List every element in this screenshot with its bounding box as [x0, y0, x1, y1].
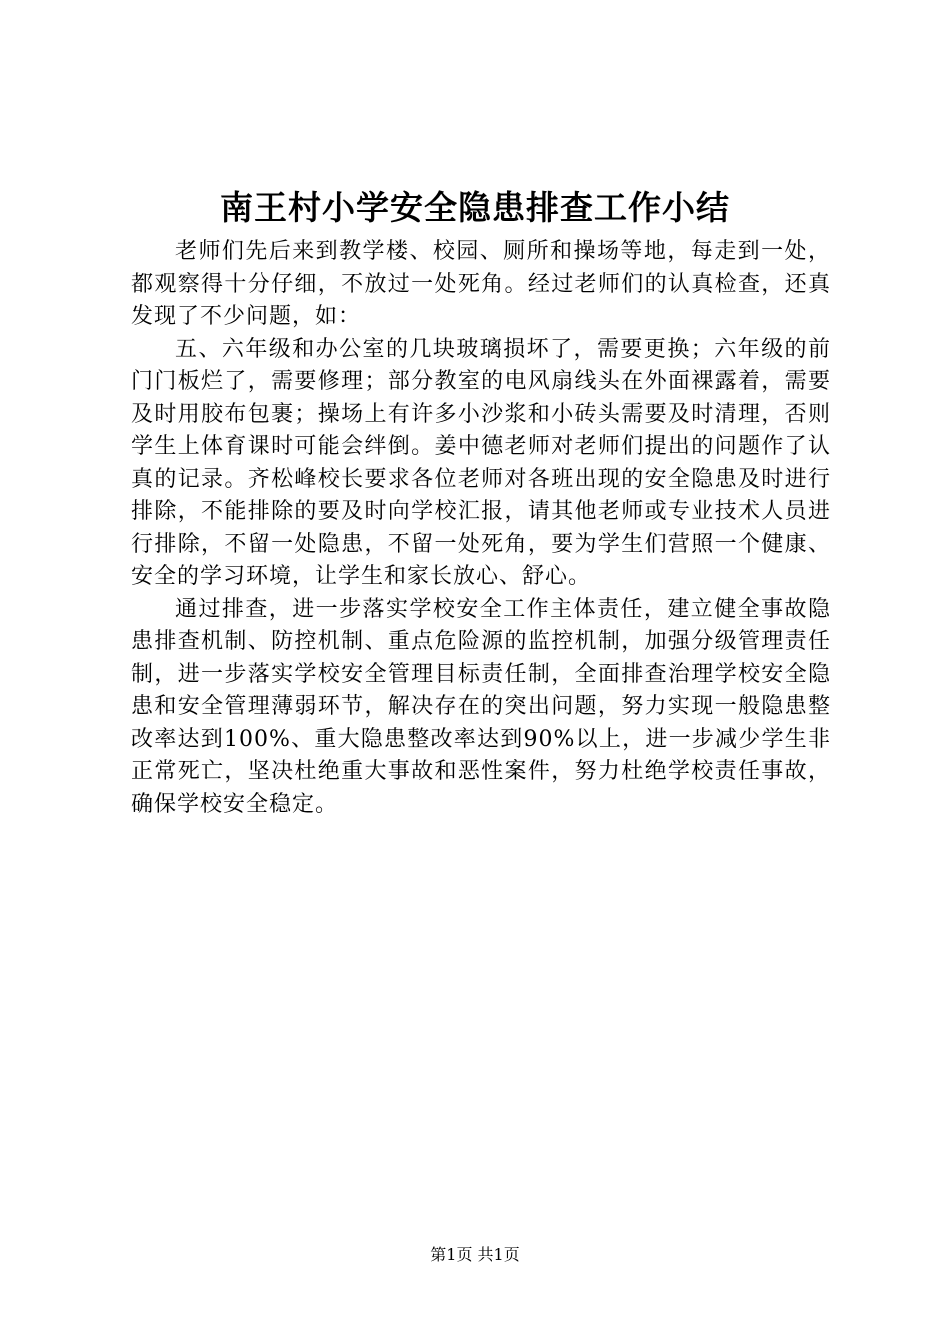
document-body: [131, 236, 831, 821]
paragraph-2: 五、六年级和办公室的几块玻璃损坏了，需要更换；六年级的前门门板烂了，需要修理；部分教室的电风扇线头在外面裸露着，需要及时用胶布包裹；操场上有许多小沙浆和小砖头需要及时清理，否则学生上体育课时可能会绊倒。姜中德老师对老师们提出的问题作了认真的记录。齐松峰校长要求各位老师对各班出现的安全隐患及时进行排除，不能排除的要及时向学校汇报，请其他老师或专业技术人员进行排除，不留一处隐患，不留一处死角，要为学生们营照一个健康、安全的学习环境，让学生和家长放心、舒心。: [131, 336, 831, 589]
document-title: 南王村小学安全隐患排查工作小结: [220, 188, 730, 227]
paragraph-3: 通过排查，进一步落实学校安全工作主体责任，建立健全事故隐患排查机制、防控机制、重点危险源的监控机制，加强分级管理责任制，进一步落实学校安全管理目标责任制，全面排查治理学校安全隐患和安全管理薄弱环节，解决存在的突出问题，努力实现一般隐患整改率达到100%、重大隐患整改率达到90%以上，进一步减少学生非正常死亡，坚决杜绝重大事故和恶性案件，努力杜绝学校责任事故，确保学校安全稳定。: [131, 596, 831, 817]
paragraph-1: 老师们先后来到教学楼、校园、厕所和操场等地，每走到一处，都观察得十分仔细，不放过一处死角。经过老师们的认真检查，还真发现了不少问题，如：: [131, 239, 831, 329]
page-footer: 第1页 共1页: [430, 1245, 520, 1264]
